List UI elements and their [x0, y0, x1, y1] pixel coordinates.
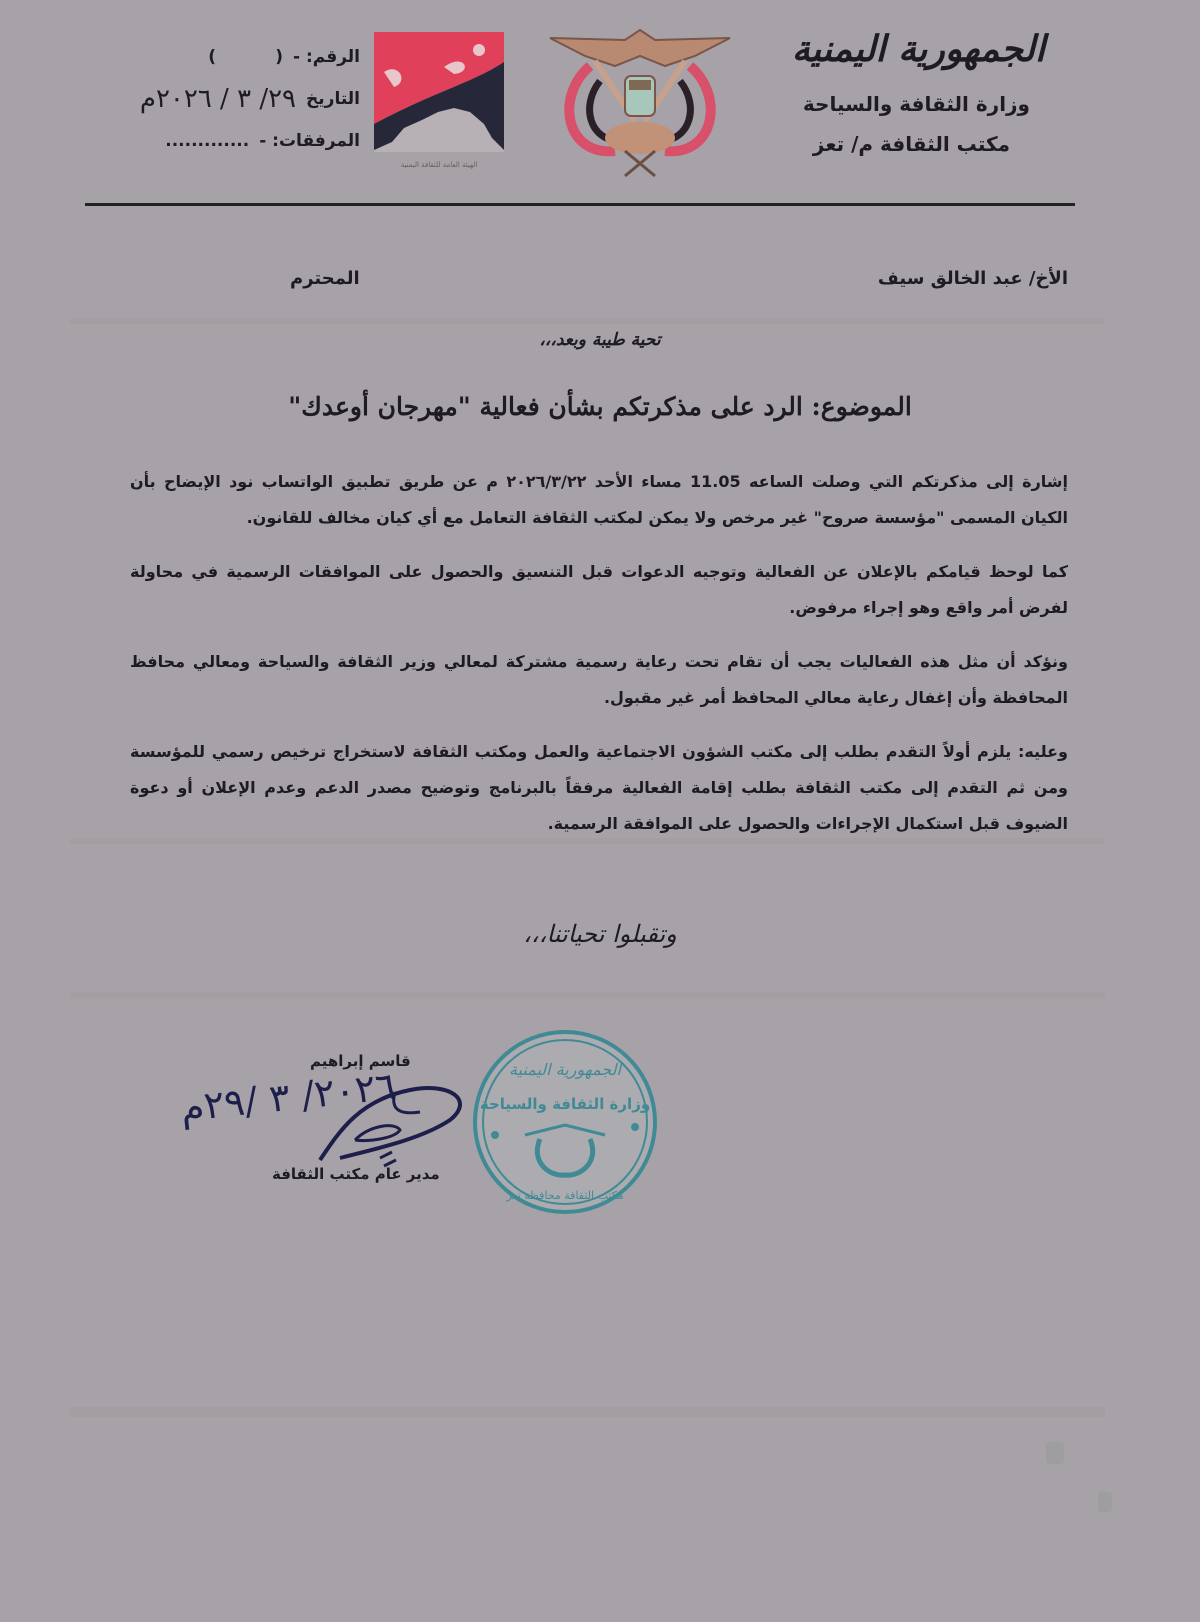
yemen-emblem-icon: [545, 26, 735, 178]
letter-meta: [60, 36, 360, 162]
recipient-name: الأخ/ عبد الخالق سيف: [877, 268, 1068, 289]
office-name: مكتب الثقافة م/ تعز: [812, 132, 1010, 156]
reference-number-row: [60, 36, 360, 78]
ministry-name: وزارة الثقافة والسياحة: [802, 92, 1030, 116]
signature-icon: [300, 1070, 470, 1170]
signatory-title: مدير عام مكتب الثقافة: [272, 1165, 440, 1183]
scan-line: [70, 318, 1105, 324]
date-value: ٢٩/ ٣ / ٢٠٢٦م: [139, 84, 297, 114]
scan-line: [70, 1407, 1105, 1417]
reference-number-label: الرقم: -: [292, 47, 360, 67]
signatory-name: قاسم إبراهيم: [310, 1052, 411, 1070]
closing-line: وتقبلوا تحياتنا،،،: [523, 920, 677, 948]
date-label: التاريخ: [306, 89, 360, 109]
svg-text:الجمهورية اليمنية: الجمهورية اليمنية: [508, 1060, 622, 1079]
reference-number-value: ( ): [208, 47, 283, 67]
greeting: تحية طيبة وبعد،،،: [539, 330, 661, 350]
culture-logo-icon: [374, 32, 504, 152]
attachments-value: .............: [165, 131, 250, 151]
paragraph-3: ونؤكد أن مثل هذه الفعاليات يجب أن تقام تحت رعاية رسمية مشتركة لمعالي وزير الثقافة والسياحة ومعالي محافظ المحافظة وأن إغفال رعاية معالي المحافظ أمر غير مقبول.: [130, 652, 1068, 707]
republic-title: الجمهورية اليمنية: [791, 28, 1045, 70]
svg-text:وزارة الثقافة والسياحة: وزارة الثقافة والسياحة: [479, 1095, 651, 1113]
svg-text:مكتب الثقافة محافظة تعز: مكتب الثقافة محافظة تعز: [506, 1189, 624, 1202]
paragraph-4: وعليه: يلزم أولاً التقدم بطلب إلى مكتب الشؤون الاجتماعية والعمل ومكتب الثقافة لاستخراج ترخيص رسمي للمؤسسة ومن ثم التقدم إلى مكتب الثقافة بطلب إقامة الفعالية مرفقاً بالبرنامج وتوضيح مصدر الدعم وعدم الإعلان أو دعوة الضيوف قبل استكمال الإجراءات والحصول على الموافقة الرسمية.: [130, 742, 1068, 833]
culture-authority-logo: [374, 32, 504, 152]
recipient-honorific: المحترم: [290, 268, 360, 289]
date-row: [60, 78, 360, 120]
official-stamp-icon: [470, 1027, 660, 1217]
attachments-label: المرفقات: -: [259, 131, 360, 151]
paragraph-2: كما لوحظ قيامكم بالإعلان عن الفعالية وتوجيه الدعوات قبل التنسيق والحصول على الموافقات الرسمية في محاولة لفرض أمر واقع وهو إجراء مرفوض.: [130, 562, 1068, 617]
header-divider: [85, 203, 1075, 206]
attachments-row: [60, 120, 360, 162]
scan-smudge: [1098, 1492, 1112, 1512]
handwritten-date: ٢٠٢٦/ ٣ /٢٩م: [178, 1063, 398, 1131]
scan-line: [70, 992, 1105, 998]
logo-caption: الهيئة العامة للثقافة اليمنية: [400, 161, 478, 169]
scan-smudge: [1046, 1442, 1064, 1464]
paragraph-1: إشارة إلى مذكرتكم التي وصلت الساعه 11.05 مساء الأحد ٢٠٢٦/٣/٢٢ م عن طريق تطبيق الواتساب نود الإيضاح بأن الكيان المسمى "مؤسسة صروح" غير مرخص ولا يمكن لمكتب الثقافة التعامل مع أي كيان مخالف للقانون.: [130, 472, 1069, 527]
letter-subject: الموضوع: الرد على مذكرتكم بشأن فعالية "مهرجان أوعدك": [288, 392, 912, 421]
